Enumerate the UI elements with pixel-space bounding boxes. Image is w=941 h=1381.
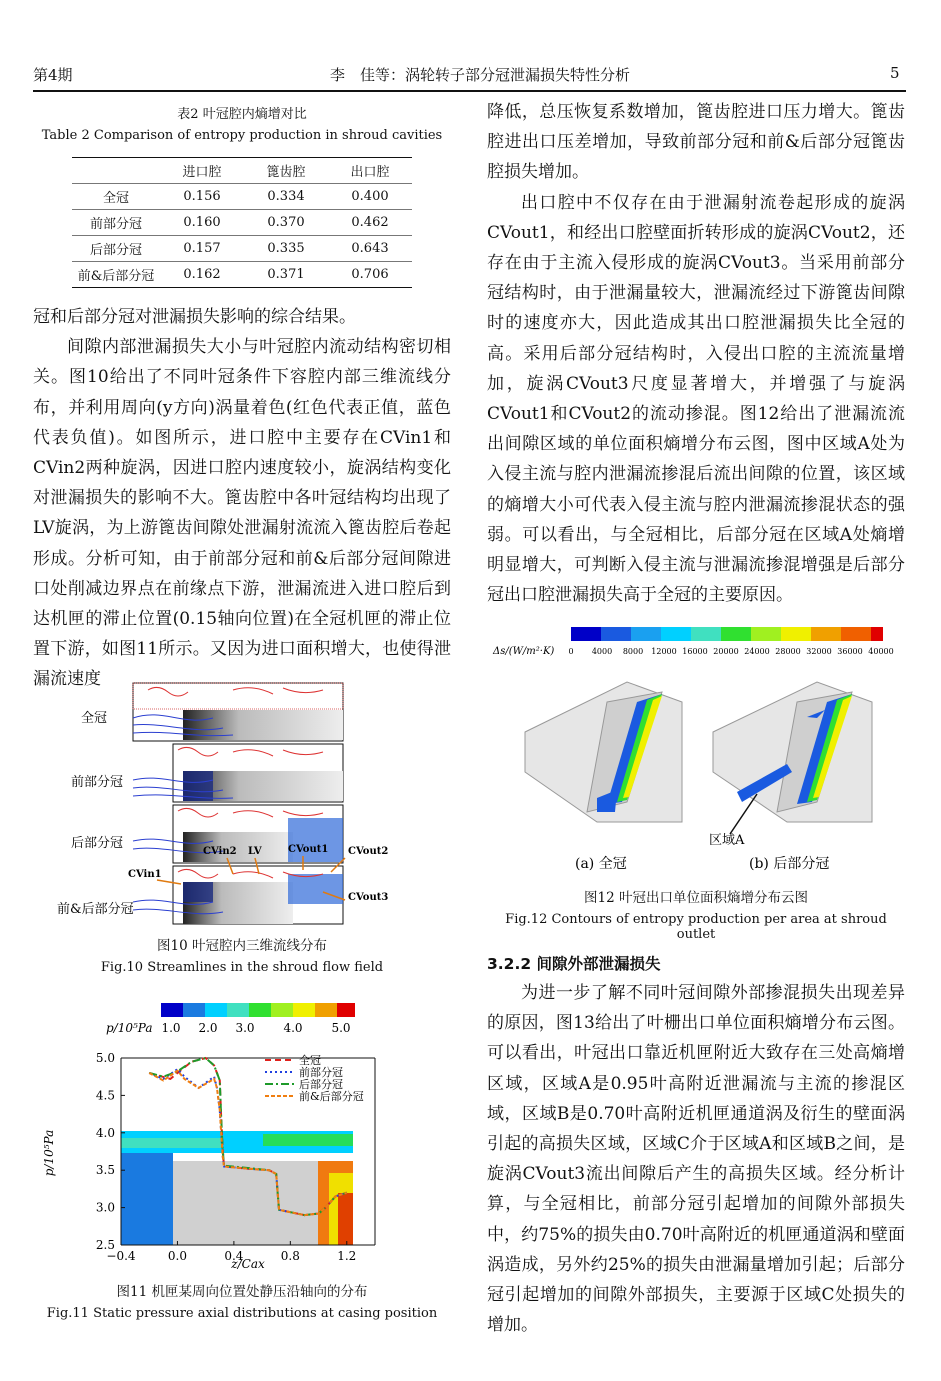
table-cell: 0.334 [244, 184, 328, 210]
fig11-caption-zh: 图11 机匣某周向位置处静压沿轴向的分布 [116, 1284, 368, 1300]
table-row [72, 210, 412, 236]
table-row [72, 262, 412, 288]
table-row [72, 184, 412, 210]
fig11-chart [33, 998, 451, 1270]
y-tick-label: 3.5 [95, 1163, 115, 1178]
fig12-cb-tick: 40000 [868, 647, 894, 656]
right-body-top [487, 97, 905, 610]
table2-caption-zh: 表2 叶冠腔内熵增对比 [177, 107, 307, 122]
legend-label: 全冠 [299, 1054, 321, 1067]
annot-cvout3: CVout3 [348, 892, 389, 903]
table-cell: 0.160 [160, 210, 244, 236]
table-cell: 全冠 [72, 184, 160, 210]
annot-cvout1: CVout1 [288, 844, 329, 855]
right-body-bottom [487, 952, 905, 1340]
table-cell: 0.371 [244, 262, 328, 288]
panel-full-shroud [133, 683, 343, 741]
fig11-colorbar-label: p/10⁵Pa [106, 1021, 153, 1035]
fig11-cb-tick: 4.0 [283, 1021, 303, 1035]
left-paragraph-1: 冠和后部分冠对泄漏损失影响的综合结果。 [33, 307, 356, 327]
fig10-label-frontrear: 前&后部分冠 [57, 902, 134, 917]
figure-11 [33, 998, 451, 1328]
table-cell: 0.462 [328, 210, 412, 236]
fig12-caption-zh: 图12 叶冠出口单位面积熵增分布云图 [584, 890, 808, 906]
table-cell: 0.335 [244, 236, 328, 262]
figure-12 [487, 622, 905, 942]
y-tick-label: 4.0 [95, 1125, 115, 1140]
y-tick-label: 4.5 [95, 1088, 115, 1103]
fig11-background-contour [121, 1131, 353, 1245]
table-cell: 0.162 [160, 262, 244, 288]
table2-header-empty [72, 158, 160, 184]
fig12-cb-tick: 36000 [837, 647, 863, 656]
x-tick-label: 0.4 [224, 1249, 244, 1263]
fig11-cb-tick: 1.0 [161, 1021, 181, 1035]
panel-front-partial [133, 744, 343, 802]
fig11-xlabel: z/Cax [231, 1257, 265, 1270]
table2-header-inlet: 进口腔 [160, 158, 244, 184]
fig11-cb-tick: 2.0 [198, 1021, 218, 1035]
figure-10 [33, 678, 451, 978]
fig11-cb-tick: 5.0 [331, 1021, 351, 1035]
fig12-cb-tick: 28000 [775, 647, 801, 656]
legend-label: 前部分冠 [299, 1066, 343, 1079]
annot-cvout2: CVout2 [348, 846, 389, 857]
table2 [72, 157, 412, 288]
header-rule [33, 90, 906, 92]
annot-cvin2: CVin2 [203, 846, 237, 857]
x-tick-label: 0.8 [280, 1249, 300, 1263]
panel-front-rear-partial [133, 866, 343, 924]
table2-header-labyrinth: 篦齿腔 [244, 158, 328, 184]
fig12-caption-en: Fig.12 Contours of entropy production per area at shroud outlet [505, 912, 887, 942]
fig12-sub-a: (a) 全冠 [575, 856, 627, 872]
page-number: 5 [890, 64, 900, 82]
right-paragraph-1: 降低，总压恢复系数增加，篦齿腔进口压力增大。篦齿腔进出口压差增加，导致前部分冠和前&后部分冠篦齿腔损失增加。 [487, 102, 905, 183]
fig12-cb-tick: 24000 [744, 647, 770, 656]
fig11-caption-en: Fig.11 Static pressure axial distributions at casing position [46, 1306, 438, 1321]
legend-label: 前&后部分冠 [299, 1090, 364, 1103]
fig10-label-full: 全冠 [81, 711, 108, 726]
table2-header-outlet: 出口腔 [328, 158, 412, 184]
fig10-caption-zh: 图10 叶冠腔内三维流线分布 [157, 938, 327, 954]
table2-caption-en: Table 2 Comparison of entropy production in shroud cavities [41, 128, 443, 143]
fig12-cb-tick: 20000 [713, 647, 739, 656]
issue-number: 第4期 [33, 66, 73, 84]
fig12-region-a-label: 区域A [709, 833, 745, 848]
fig12-panel-b [713, 682, 872, 822]
fig12-cb-tick: 4000 [591, 647, 613, 656]
fig11-cb-tick: 3.0 [235, 1021, 255, 1035]
table-cell: 前部分冠 [72, 210, 160, 236]
left-body [33, 302, 451, 695]
table-cell: 0.156 [160, 184, 244, 210]
table-cell: 前&后部分冠 [72, 262, 160, 288]
table-row [72, 236, 412, 262]
fig10-label-rear: 后部分冠 [71, 836, 124, 851]
table-cell: 后部分冠 [72, 236, 160, 262]
fig12-cb-tick: 0 [568, 647, 574, 656]
fig10-label-front: 前部分冠 [71, 775, 124, 790]
annot-cvin1: CVin1 [128, 869, 162, 880]
fig12-cb-tick: 32000 [806, 647, 832, 656]
fig11-ylabel: p/10⁵Pa [42, 1129, 56, 1177]
x-tick-label: −0.4 [106, 1249, 136, 1263]
fig12-cb-tick: 12000 [651, 647, 677, 656]
y-tick-label: 3.0 [95, 1200, 115, 1215]
right-paragraph-2: 出口腔中不仅存在由于泄漏射流卷起形成的旋涡CVout1，和经出口腔壁面折转形成的旋涡CVout2，还存在由于主流入侵形成的旋涡CVout3。当采用前部分冠结构时，由于泄漏量较大，泄漏流经过下游篦齿间隙时的速度亦大，因此造成其出口腔泄漏损失比全冠的高。采用后部分冠结构时，入侵出口腔的主流流量增加，旋涡CVout3尺度显著增大，并增强了与旋涡CVout1和CVout2的流动掺混。图12给出了泄漏流流出间隙区域的单位面积熵增分布云图，图中区域A处为入侵主流与腔内泄漏流掺混后流出间隙的位置，该区域的熵增大小可代表入侵主流与腔内泄漏流掺混状态的强弱。可以看出，与全冠相比，后部分冠在区域A处熵增明显增大，可判断入侵主流与泄漏流掺混增强是后部分冠出口腔泄漏损失高于全冠的主要原因。 [487, 192, 905, 606]
fig10-caption-en: Fig.10 Streamlines in the shroud flow field [100, 960, 384, 975]
legend-label: 后部分冠 [299, 1078, 343, 1091]
table-cell: 0.706 [328, 262, 412, 288]
table-cell: 0.400 [328, 184, 412, 210]
y-tick-label: 5.0 [95, 1051, 115, 1065]
y-tick-label: 2.5 [95, 1238, 115, 1252]
fig12-cb-tick: 16000 [682, 647, 708, 656]
x-tick-label: 0.0 [167, 1249, 187, 1263]
fig12-cb-tick: 8000 [622, 647, 644, 656]
running-title: 李 佳等：涡轮转子部分冠泄漏损失特性分析 [329, 66, 630, 84]
fig12-panel-a [525, 682, 682, 822]
figure-10-streamlines [33, 678, 451, 928]
x-tick-label: 1.2 [337, 1249, 357, 1263]
left-paragraph-2: 间隙内部泄漏损失大小与叶冠腔内流动结构密切相关。图10给出了不同叶冠条件下容腔内部三维流线分布，并利用周向(y方向)涡量着色(红色代表正值，蓝色代表负值)。如图所示，进口腔中主要存在CVin1和CVin2两种旋涡，因进口腔内速度较小，旋涡结构变化对泄漏损失的影响不大。篦齿腔中各叶冠结构均出现了LV旋涡，为上游篦齿间隙处泄漏射流流入篦齿腔后卷起形成。分析可知，由于前部分冠和前&后部分冠间隙进口处削减边界点在前缘点下游，泄漏流进入进口腔后到达机匣的滞止位置(0.15轴向位置)在全冠机匣的滞止位置下游，如图11所示。又因为进口面积增大，也使得泄漏流速度 [33, 337, 451, 690]
annot-lv: LV [248, 846, 262, 857]
fig12-contours [487, 622, 905, 872]
fig12-colorbar-label: Δs/(W/m²·K) [493, 646, 555, 657]
right-paragraph-3: 为进一步了解不同叶冠间隙外部掺混损失出现差异的原因，图13给出了叶栅出口单位面积熵增分布云图。可以看出，叶冠出口靠近机匣附近大致存在三处高熵增区域，区域A是0.95叶高附近泄漏流与主流的掺混区域，区域B是0.70叶高附近机匣通道涡及衍生的壁面涡引起的高损失区域，区域C介于区域A和区域B之间，是旋涡CVout3流出间隙后产生的高损失区域。经分析计算，与全冠相比，前部分冠引起增加的间隙外部损失中，约75%的损失由0.70叶高附近的机匣通道涡和壁面涡造成，另外约25%的损失由泄漏量增加引起；后部分冠引起增加的间隙外部损失，主要源于区域C处损失的增加。 [487, 983, 905, 1336]
fig11-legend [265, 1053, 364, 1103]
fig12-colorbar [492, 627, 894, 657]
section-heading-3-2-2: 3.2.2 间隙外部泄漏损失 [487, 955, 661, 973]
table-cell: 0.370 [244, 210, 328, 236]
table-cell: 0.643 [328, 236, 412, 262]
fig12-sub-b: (b) 后部分冠 [749, 856, 830, 872]
fig11-colorbar [106, 1003, 355, 1035]
table-cell: 0.157 [160, 236, 244, 262]
